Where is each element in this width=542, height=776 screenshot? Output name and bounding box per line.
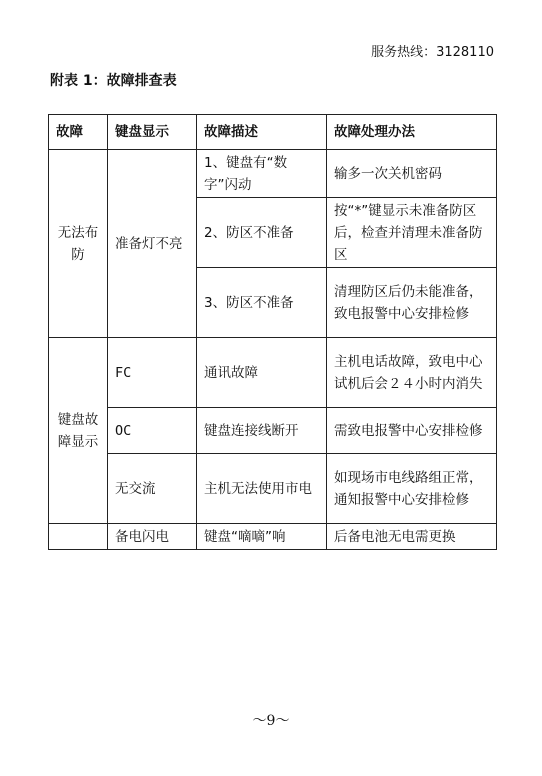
keypad-display-cell: OC [108, 408, 197, 454]
header-fault: 故障 [49, 115, 108, 150]
description-cell: 3、防区不准备 [197, 268, 327, 338]
solution-cell: 按“*”键显示未准备防区后，检查并清理未准备防区 [327, 198, 497, 268]
description-cell: 1、键盘有“数字”闪动 [197, 150, 327, 198]
table-row [49, 524, 497, 550]
solution-cell: 主机电话故障，致电中心试机后会２４小时内消失 [327, 338, 497, 408]
solution-cell: 需致电报警中心安排检修 [327, 408, 497, 454]
description-cell: 主机无法使用市电 [197, 454, 327, 524]
keypad-display-cell: 准备灯不亮 [108, 150, 197, 338]
solution-cell: 清理防区后仍未能准备，致电报警中心安排检修 [327, 268, 497, 338]
keypad-display-cell: 无交流 [108, 454, 197, 524]
keypad-display-cell: 备电闪电 [108, 524, 197, 550]
table-row [49, 408, 497, 454]
description-cell: 键盘连接线断开 [197, 408, 327, 454]
keypad-display-cell: FC [108, 338, 197, 408]
header-solution: 故障处理办法 [327, 115, 497, 150]
solution-cell: 输多一次关机密码 [327, 150, 497, 198]
solution-cell: 后备电池无电需更换 [327, 524, 497, 550]
description-cell: 2、防区不准备 [197, 198, 327, 268]
page-number: ～9～ [252, 713, 290, 729]
table-row [49, 338, 497, 408]
fault-cell: 键盘故障显示 [49, 338, 108, 524]
fault-cell: 无法布防 [49, 150, 108, 338]
header-keypad-display: 键盘显示 [108, 115, 197, 150]
service-hotline: 服务热线：3128110 [371, 45, 494, 60]
description-cell: 通讯故障 [197, 338, 327, 408]
header-fault-description: 故障描述 [197, 115, 327, 150]
description-cell: 键盘“嘀嘀”响 [197, 524, 327, 550]
table-row [49, 150, 497, 198]
troubleshooting-table [48, 114, 497, 550]
solution-cell: 如现场市电线路组正常，通知报警中心安排检修 [327, 454, 497, 524]
table-row [49, 454, 497, 524]
table-title: 附表 1：故障排查表 [50, 73, 177, 89]
fault-cell [49, 524, 108, 550]
table-header-row [49, 115, 497, 150]
